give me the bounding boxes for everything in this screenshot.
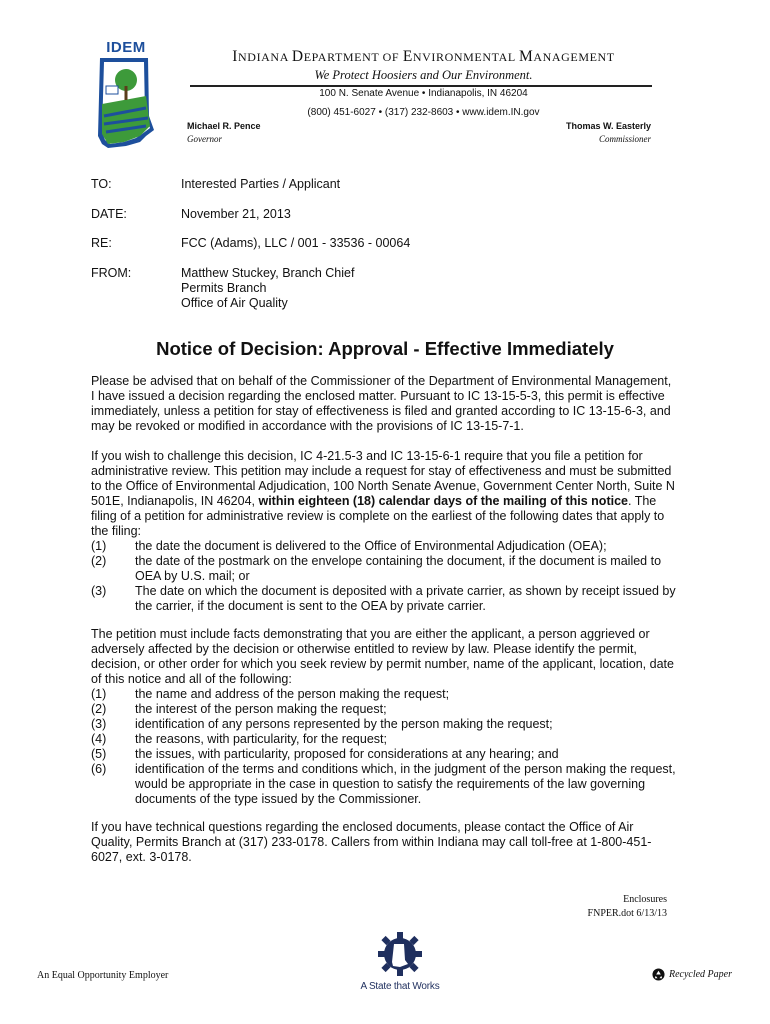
paragraph-3 — [91, 627, 676, 807]
re-label: RE: — [91, 236, 112, 250]
list-item: (2) the interest of the person making the request; — [91, 702, 387, 716]
re-value: FCC (Adams), LLC / 001 - 33536 - 00064 — [181, 236, 411, 250]
notice-title: Notice of Decision: Approval - Effective Immediately — [156, 338, 614, 359]
paragraph-2 — [91, 449, 676, 614]
list-item: (1) the date the document is delivered to the Office of Environmental Adjudication (OEA); — [91, 539, 607, 553]
from-label: FROM: — [91, 266, 132, 280]
to-value: Interested Parties / Applicant — [181, 177, 341, 191]
paragraph-4 — [91, 820, 676, 865]
idem-logo-text: IDEM — [106, 39, 146, 56]
date-value: November 21, 2013 — [181, 207, 291, 221]
agency-phones: (800) 451-6027 • (317) 232-8603 • www.idem.IN.gov — [307, 107, 540, 118]
recycled-paper-text: Recycled Paper — [668, 969, 732, 980]
agency-address: 100 N. Senate Avenue • Indianapolis, IN 46204 — [319, 88, 528, 99]
state-that-works-logo — [355, 930, 445, 992]
enclosures-ref: FNPER.dot 6/13/13 — [587, 908, 667, 919]
from-line: Office of Air Quality — [181, 296, 288, 310]
agency-name: INDIANA DEPARTMENT OF ENVIRONMENTAL MANAGEMENT — [232, 48, 615, 65]
list-item: (3) The date on which the document is deposited with a private carrier, as shown by receipt issued by the carrier, if the document is sent to the OEA by private carrier. — [91, 584, 676, 613]
enclosures-label: Enclosures — [623, 894, 667, 905]
governor-name: Michael R. Pence — [187, 121, 261, 131]
footer-equal-opportunity: An Equal Opportunity Employer — [37, 970, 169, 981]
from-value — [181, 266, 354, 311]
indiana-map-icon — [96, 56, 156, 150]
list-item: (4) the reasons, with particularity, for the request; — [91, 732, 387, 746]
commissioner-name: Thomas W. Easterly — [565, 121, 651, 131]
footer-recycled — [652, 968, 732, 981]
list-item: (5) the issues, with particularity, proposed for considerations at any hearing; and — [91, 747, 559, 761]
gear-state-icon — [376, 930, 424, 978]
paragraph-4-text: If you have technical questions regarding the enclosed documents, please contact the Office of Air Quality, Permits Branch at (317) 233-0178. Callers from within Indiana may call toll-free at 1-800-451-6027, ext. 3-0178. — [91, 820, 652, 864]
paragraph-2-text: If you wish to challenge this decision, IC 4-21.5-3 and IC 13-15-6-1 require that you file a petition for administrative review. This petition may include a request for stay of effectiveness and must be submitted to the Office of Environmental Adjudication, 100 North Senate Avenue, Government Center North, Suite N 501E, Indianapolis, IN 46204, within eighteen (18) calendar days of the mailing of this notice. The filing of a petition for administrative review is complete on the earliest of the following dates that apply to the filing: — [91, 449, 675, 538]
date-label: DATE: — [91, 207, 127, 221]
list-item: (6) identification of the terms and conditions which, in the judgment of the person making the request, would be appropriate in the case in question to satisfy the requirements of the law governing documents of the type issued by the Commissioner. — [91, 762, 676, 806]
from-line: Matthew Stuckey, Branch Chief — [181, 266, 355, 280]
agency-tagline: We Protect Hoosiers and Our Environment. — [314, 68, 533, 82]
list-item: (2) the date of the postmark on the envelope containing the document, if the document is mailed to OEA by U.S. mail; or — [91, 554, 662, 583]
paragraph-1-text: Please be advised that on behalf of the Commissioner of the Department of Environmental Management, I have issued a decision regarding the enclosed matter. Pursuant to IC 13-15-5-3, this permit is effective immediately, unless a petition for stay of effectiveness is filed and granted according to IC 13-15-6-3, and may be revoked or modified in accordance with the provisions of IC 13-15-7-1. — [91, 374, 672, 433]
header-rule — [190, 85, 652, 87]
enclosures-block — [588, 893, 667, 921]
idem-logo — [96, 40, 156, 150]
list-item: (1) the name and address of the person making the request; — [91, 687, 450, 701]
state-that-works-text: A State that Works — [360, 981, 440, 992]
from-line: Permits Branch — [181, 281, 267, 295]
list-item: (3) identification of any persons represented by the person making the request; — [91, 717, 553, 731]
deadline-emphasis: within eighteen (18) calendar days of the mailing of this notice — [258, 494, 628, 508]
recycle-icon — [652, 968, 665, 981]
to-label: TO: — [91, 177, 112, 191]
paragraph-1 — [91, 374, 676, 434]
paragraph-3-text: The petition must include facts demonstrating that you are either the applicant, a person aggrieved or adversely affected by the decision or otherwise entitled to review by law. Please identify the permit, decision, or other order for which you seek review by permit number, name of the applicant, location, date of this notice and all of the following: — [91, 627, 674, 686]
governor-title: Governor — [187, 134, 222, 144]
commissioner-title: Commissioner — [598, 134, 651, 144]
